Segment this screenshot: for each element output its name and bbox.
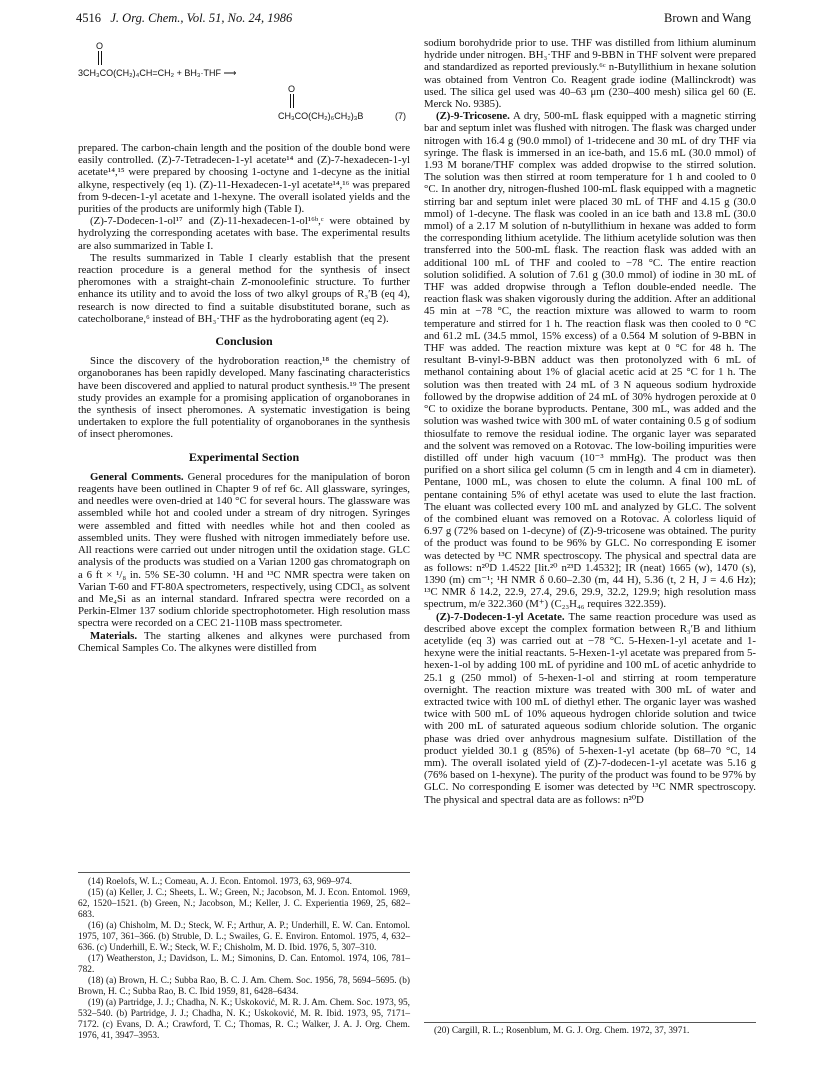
double-bond-line (101, 51, 103, 65)
paragraph (78, 471, 410, 630)
journal-citation: J. Org. Chem., Vol. 51, No. 24, 1986 (110, 11, 293, 25)
reference-item: (14) Roelofs, W. L.; Comeau, A. J. Econ. Entomol. 1973, 63, 969–974. (88, 877, 352, 887)
paragraph: The results summarized in Table I clearly establish that the present reaction procedure is a general method for the synthesis of insect pheromones with a straight-chain Z-monoolefinic structure. To further enhance its utility and to avoid the loss of two alkyl groups of R₃′B (eq 4), research is now directed to find a suitable disubstituted borane, such as catecholborane,⁶ instead of BH₃·THF as the hydroborating agent (eq 2). (78, 251, 410, 325)
paragraph: Since the discovery of the hydroboration reaction,¹⁸ the chemistry of organoboranes has been rapidly developed. Many fascinating characteristics have been discovered and applied to natural product synthesis.¹⁹ The present study provides an example for a promising application of organoboranes in the synthesis of insect pheromones. A systematic investigation is being undertaken to explore the full potentiality of organoboranes in the synthesis of insect pheromones. (78, 355, 410, 441)
runin-heading: Materials. (90, 629, 138, 642)
carbonyl-oxygen: O (288, 84, 296, 94)
reference-item: (19) (a) Partridge, J. J.; Chadha, N. K.; Uskoković, M. R. J. Am. Chem. Soc. 1973, 95, 532–540. (b) Partridge, J. J.; Chadha, N. K.; Uskoković, M. R. Ibid. 1973, 95, 7171–7172. (c) Evans, D. A.; Crawford, T. C.; Thomas, R. C.; Walker, J. A. J. Org. Chem. 1976, 41, 3947–3953. (78, 998, 411, 1041)
chemical-equation (78, 37, 410, 142)
right-column (424, 37, 756, 806)
reference-item: (17) Weatherston, J.; Davidson, L. M.; Simonins, D. Can. Entomol. 1974, 106, 781–782. (78, 954, 410, 975)
paragraph: prepared. The carbon-chain length and the position of the double bond were easily controlled. (Z)-7-Tetradecen-1-yl acetate¹⁴ and (Z)-7-hexadecen-1-yl acetate¹⁴,¹⁵ were prepared by choosing 1-octyne and 1-decyne as the initial alkyne, respectively (eq 1). (Z)-11-Hexadecen-1-yl acetate¹⁴,¹⁶ was prepared from 9-decen-1-yl acetate and 1-hexyne. The overall isolated yields and the purities of the products are uniformly high (Table I). (78, 142, 410, 216)
paragraph (424, 611, 756, 806)
header-left (76, 11, 292, 26)
double-bond-line (293, 94, 294, 108)
runin-heading: (Z)-9-Tricosene. (436, 110, 510, 123)
reference-item: (16) (a) Chisholm, M. D.; Steck, W. F.; Arthur, A. P.; Underhill, E. W. Can. Entomol. 1975, 107, 361–366. (b) Struble, D. L.; Swailes, G. E. Environ. Entomol. 1975, 4, 632–636. (c) Underhill, E. W.; Steck, W. F.; Chisholm, M. D. Ibid. 1976, 5, 307–310. (78, 921, 410, 953)
equation-number: (7) (395, 111, 406, 121)
equation-product: CH₃CO(CH₂)₆CH₂)₃B (278, 111, 364, 121)
paragraph: (Z)-7-Dodecen-1-ol¹⁷ and (Z)-11-hexadecen-1-ol¹⁶ᵇ,ᶜ were obtained by hydrolyzing the corresponding acetates with base. The experimental results are also summarized in Table I. (78, 215, 410, 252)
paragraph-text: The same reaction procedure was used as described above except the complex formation between R₃′B and lithium acetylide (eq 3) was carried out at −78 °C. 5-Hexen-1-yl acetate and 1-hexyne were the initial reactants. 5-Hexen-1-yl acetate was prepared from 5-hexen-1-ol by adding 100 mL of pyridine and 100 mL of acetic anhydride to 25.1 g (250 mmol) of 5-hexen-1-ol and stirring at room temperature overnight. The reaction mixture was treated with 300 mL of water and extracted twice with 100 mL of diethyl ether. The organic layer was washed twice with 500 mL of 10% aqueous hydrogen chloride solution and twice with 200 mL of saturated aqueous sodium chloride solution. The organic phase was dried over anhydrous magnesium sulfate. Distillation of the product yielded 30.1 g (85%) of 5-hexen-1-yl acetate (bp 68–70 °C, 14 mm). The overall isolated yield of (Z)-7-dodecen-1-yl acetate was 5.16 g (76% based on 1-hexyne). The purity of the product was found to be 97% by GLC. No corresponding E isomer was detected by ¹³C NMR spectroscopy. The physical and spectral data are as follows: n²⁰D (424, 610, 756, 806)
paragraph-text: General procedures for the manipulation of boron reagents have been outlined in Chapter 9 of ref 6c. All glassware, syringes, and needles were oven-dried at 140 °C for several hours. The glassware was assembled while hot and cooled under a stream of dry nitrogen. Syringes were assembled and fitted with needles while hot and then cooled as assembled units. They were flushed with nitrogen immediately before use. All reactions were carried out under nitrogen until the oxidation stage. GLC analysis of the products was studied on a Varian 1200 gas chromatograph on a 6 ft × ¹/₈ in. 5% SE-30 column. ¹H and ¹³C NMR spectra were taken on Varian T-60 and FT-80A spectrometers, respectively, using CDCl₃ as solvent and Me₄Si as an internal standard. Infrared spectra were recorded on a Perkin-Elmer 137 sodium chloride spectrophotometer. High resolution mass spectra were recorded on a CEC 21-110B mass spectrometer. (78, 470, 410, 630)
paragraph-text: The starting alkenes and alkynes were purchased from Chemical Samples Co. The alkynes were distilled from (78, 629, 410, 654)
section-heading-experimental: Experimental Section (188, 449, 300, 464)
references-list (78, 872, 410, 1042)
double-bond-line (98, 51, 100, 65)
footnote: (20) Cargill, R. L.; Rosenblum, M. G. J. Org. Chem. 1972, 37, 3971. (424, 1022, 756, 1037)
reference-item: (18) (a) Brown, H. C.; Subba Rao, B. C. J. Am. Chem. Soc. 1956, 78, 5694–5695. (b) Brown, H. C.; Subba Rao, B. C. Ibid 1959, 81, 6428–6434. (78, 976, 410, 997)
paragraph-text: A dry, 500-mL flask equipped with a magnetic stirring bar and septum inlet was flushed with nitrogen. The flask was charged under nitrogen with 16.4 g (90.0 mmol) of 1-tridecene and 30 mL of dry THF via syringe. The flask is immersed in an ice-bath, and 15.6 mL (30.0 mmol) of 1.93 M borane/THF complex was added dropwise to the stirred solution. The solution was then stirred at room temperature for 1 h and cooled to 0 °C. In another dry, nitrogen-flushed 100-mL flask equipped with a magnetic stirring bar and septum inlet were placed 30 mL of THF and 4.15 g (30.0 mmol) of 1-decyne. The flask was cooled in an ice bath and 13.8 mL (30.0 mmol) of a 2.17 M solution of n-butyllithium in hexane was added to form the corresponding lithium acetylide. The lithium acetylide solution was then transferred into the 500-mL flask. The reaction flask was added with an additional 100 mL of THF and cooled to −78 °C. The entire reaction solution solidified. A solution of 7.61 g (30.0 mmol) of iodine in 30 mL of THF was added dropwise through a Teflon double-ended needle. The reaction flask was shaken vigorously during the addition. After an additional 45 min at −78 °C, the reaction mixture was allowed to warm to room temperature and stirred for 1 h. The reaction flask was then cooled to 0 °C and 61.2 mL (34.5 mmol, 15% excess) of a 0.564 M solution of 9-BBN in THF was added. The reaction mixture was kept at 0 °C for 48 h. The resultant B-vinyl-9-BBN adduct was then protonolyzed with 6 mL of methanol containing about 1% of glacial acetic acid at 25 °C for 1 h. The solution was then treated with 24 mL of 3 N aqueous sodium hydroxide followed by the dropwise addition of 24 mL of 30% hydrogen peroxide at 0 °C to oxidize the borane byproducts. Pentane, 300 mL, was added and the solution was washed twice with 300 mL of water containing 0.5 g of sodium thiosulfate to remove the residual iodine. The organic layer was separated and the solvent was removed on a Rotovac. The low-boiling impurities were distilled off under high vacuum (10⁻³ mmHg). The product was then purified on a short silica gel column (5 cm in length and 4 cm in diameter). Pentane, 1000 mL, was chosen to elute the column. A final 100 mL of pentane containing 5% of ethyl acetate was used to elute the last fraction. The eluant was collected every 100 mL and analyzed by GLC. The solvent of the combined eluant was removed on a Rotovac. A colorless liquid of 6.97 g (72% based on 1-decyne) of (Z)-9-tricosene was obtained. The purity of the product was found to be 96% by GLC. No corresponding E isomer was detected by ¹³C NMR spectroscopy. The physical and spectral data are as follows: n²⁰D 1.4522 [lit.²⁰ n²³D 1.4532]; IR (neat) 1665 (w), 1470 (s), 1390 (m) cm⁻¹; ¹H NMR δ 0.60–2.30 (m, 44 H), 5.36 (t, 2 H, J = 4.6 Hz); ¹³C NMR δ 14.2, 22.9, 27.4, 29.6, 29.9, 32.2, 129.9; high resolution mass spectrum, m/e 322.360 (M⁺) (C₂₃H₄₆ requires 322.359). (424, 110, 756, 611)
double-bond-line (290, 94, 291, 108)
section-heading-conclusion: Conclusion (215, 334, 273, 349)
paragraph: sodium borohydride prior to use. THF was distilled from lithium aluminum hydride under nitrogen. BH₃·THF and 9-BBN in THF solvent were prepared and standardized as reported previously.⁶ᶜ n-Butyllithium in hexane solution was obtained from Ventron Co. Reagent grade iodine (Mallinckrodt) was used. The silica gel used was 40–63 μm (230–400 mesh) silica gel 60 (E. Merck No. 9385). (424, 37, 756, 111)
carbonyl-oxygen: O (96, 41, 104, 51)
page-number: 4516 (76, 11, 101, 25)
paragraph (424, 110, 756, 610)
left-column (78, 37, 410, 654)
equation-reactants: 3CH₃CO(CH₂)₄CH=CH₂ + BH₃·THF ⟶ (78, 68, 237, 78)
running-authors: Brown and Wang (664, 11, 751, 25)
runin-heading: General Comments. (90, 470, 184, 483)
paragraph (78, 630, 410, 654)
runin-heading: (Z)-7-Dodecen-1-yl Acetate. (436, 610, 565, 623)
reference-item: (15) (a) Keller, J. C.; Sheets, L. W.; Green, N.; Jacobson, M. J. Econ. Entomol. 1969, 62, 1520–1521. (b) Green, N.; Jacobson, M.; Keller, J. C. Experientia 1969, 25, 682–683. (78, 888, 410, 920)
page-header (76, 11, 751, 29)
